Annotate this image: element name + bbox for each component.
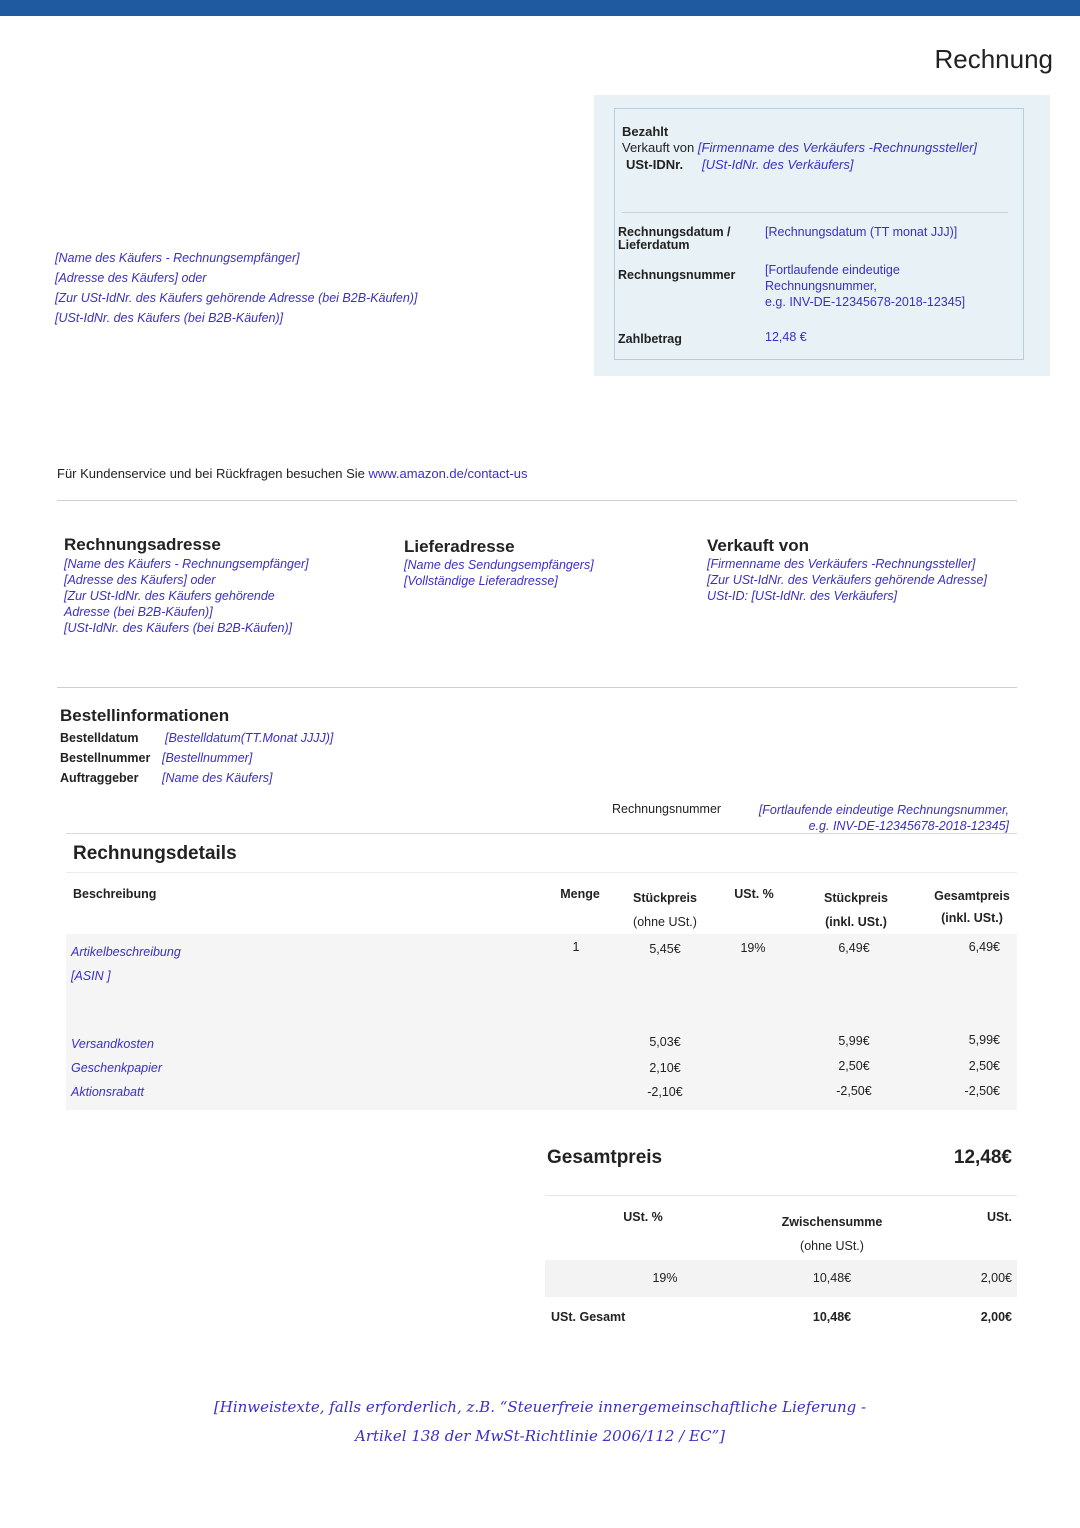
divider-2 <box>57 687 1017 688</box>
sold-by-prefix: Verkauft von <box>622 140 695 155</box>
paid-label: Bezahlt <box>622 124 669 139</box>
summary-row-vat: 19% <box>652 1271 678 1285</box>
item-unit-net: 5,45€ <box>649 942 681 956</box>
invoice-date-value: [Rechnungsdatum (TT monat JJJ)] <box>765 225 958 239</box>
col-vat: USt. % <box>734 887 774 901</box>
summary-divider <box>545 1195 1017 1196</box>
order-number-label: Bestellnummer <box>60 751 151 765</box>
invoice-ref-label: Rechnungsnummer <box>612 802 722 816</box>
service-text: Für Kundenservice und bei Rückfragen besuchen Sie <box>57 466 365 481</box>
top-bar <box>0 0 1080 16</box>
seller-heading: Verkauft von <box>707 536 810 555</box>
extra-unit-gross-0: 5,99€ <box>838 1034 870 1048</box>
divider-3 <box>66 833 1017 834</box>
extra-unit-gross-1: 2,50€ <box>838 1059 870 1073</box>
invoice-ref-value: [Fortlaufende eindeutige Rechnungsnummer, e.g. INV-DE-12345678-2018-12345] <box>758 803 1009 833</box>
order-date-label: Bestelldatum <box>60 731 139 745</box>
seller-vat-value: [USt-IdNr. des Verkäufers] <box>702 157 854 172</box>
client-label: Auftraggeber <box>60 771 139 785</box>
col-unit-net: Stückpreis (ohne USt.) <box>633 891 697 929</box>
order-number-value: [Bestellnummer] <box>162 751 253 765</box>
service-line <box>57 466 527 481</box>
item-vat: 19% <box>740 941 766 955</box>
vat-total-amount: 2,00€ <box>980 1310 1012 1324</box>
summary-vat-amount-header: USt. <box>987 1210 1012 1224</box>
shipping-address: [Name des Sendungsempfängers] [Vollständige Lieferadresse] <box>404 558 594 588</box>
invoice-date-label: Rechnungsdatum / Lieferdatum <box>618 225 731 252</box>
invoice-number-label: Rechnungsnummer <box>618 268 736 282</box>
extra-unit-gross-2: -2,50€ <box>836 1084 872 1098</box>
item-description: Artikelbeschreibung [ASIN ] <box>71 945 181 983</box>
extra-unit-net-1: 2,10€ <box>649 1061 681 1075</box>
sold-by-line <box>622 140 977 155</box>
summary-vat-header: USt. % <box>623 1210 663 1224</box>
col-description: Beschreibung <box>73 887 157 901</box>
seller-address: [Firmenname des Verkäufers -Rechnungssteller] [Zur USt-IdNr. des Verkäufers gehörende Adresse] USt-ID: [USt-IdNr. des Verkäufers] <box>707 557 987 603</box>
summary-subtotal-header: Zwischensumme (ohne USt.) <box>781 1215 883 1253</box>
summary-row-subtotal: 10,48€ <box>812 1271 852 1285</box>
order-date-value: [Bestelldatum(TT.Monat JJJJ)] <box>165 731 334 745</box>
extra-unit-net-0: 5,03€ <box>649 1035 681 1049</box>
note-line-2: Artikel 138 der MwSt-Richtlinie 2006/112 / EC”] <box>354 1427 726 1445</box>
billing-heading: Rechnungsadresse <box>64 535 221 554</box>
item-qty: 1 <box>572 940 580 954</box>
col-qty: Menge <box>560 887 600 901</box>
extra-total-0: 5,99€ <box>968 1033 1000 1047</box>
invoice-number-value: [Fortlaufende eindeutige Rechnungsnummer, e.g. INV-DE-12345678-2018-12345] <box>765 263 966 309</box>
extra-total-2: -2,50€ <box>964 1084 1000 1098</box>
col-total: Gesamtpreis (inkl. USt.) <box>934 889 1010 925</box>
shipping-heading: Lieferadresse <box>404 537 515 556</box>
col-unit-gross: Stückpreis (inkl. USt.) <box>824 891 888 929</box>
extra-total-1: 2,50€ <box>968 1059 1000 1073</box>
extra-desc-1: Geschenkpapier <box>71 1061 163 1075</box>
extra-unit-net-2: -2,10€ <box>647 1085 683 1099</box>
summary-row-vat-amount: 2,00€ <box>980 1271 1012 1285</box>
billing-address: [Name des Käufers - Rechnungsempfänger] [Adresse des Käufers] oder [Zur USt-IdNr. des Käufers gehörende Adresse (bei B2B-Käufen)] [USt-IdNr. des Käufers (bei B2B-Käufen)] <box>64 557 309 635</box>
divider-1 <box>57 500 1017 501</box>
extra-desc-2: Aktionsrabatt <box>71 1085 144 1099</box>
document-title: Rechnung <box>934 44 1053 74</box>
grand-total-value: 12,48€ <box>953 1147 1012 1168</box>
details-header-top <box>66 872 1017 873</box>
item-unit-gross: 6,49€ <box>838 941 870 955</box>
buyer-block: [Name des Käufers - Rechnungsempfänger] [Adresse des Käufers] oder [Zur USt-IdNr. des Käufers gehörende Adresse (bei B2B-Käufen)] [USt-IdNr. des Käufers (bei B2B-Käufen)] <box>55 251 418 325</box>
summary-row-bg <box>545 1260 1017 1297</box>
grand-total-label: Gesamtpreis <box>547 1147 663 1168</box>
amount-value: 12,48 € <box>765 330 807 344</box>
sold-by-value: [Firmenname des Verkäufers -Rechnungssteller] <box>697 140 978 155</box>
panel-divider <box>622 212 1008 213</box>
vat-total-subtotal: 10,48€ <box>812 1310 852 1324</box>
client-value: [Name des Käufers] <box>162 771 273 785</box>
note-line-1: [Hinweistexte, falls erforderlich, z.B. “Steuerfreie innergemeinschaftliche Lieferung - <box>213 1398 867 1416</box>
service-link[interactable]: www.amazon.de/contact-us <box>368 466 528 481</box>
details-heading: Rechnungsdetails <box>73 843 237 864</box>
item-total: 6,49€ <box>968 940 1000 954</box>
order-heading: Bestellinformationen <box>60 706 230 725</box>
vat-total-label: USt. Gesamt <box>551 1310 626 1324</box>
amount-label: Zahlbetrag <box>618 332 682 346</box>
extra-desc-0: Versandkosten <box>71 1037 154 1051</box>
seller-vat-label: USt-IDNr. <box>626 157 684 172</box>
